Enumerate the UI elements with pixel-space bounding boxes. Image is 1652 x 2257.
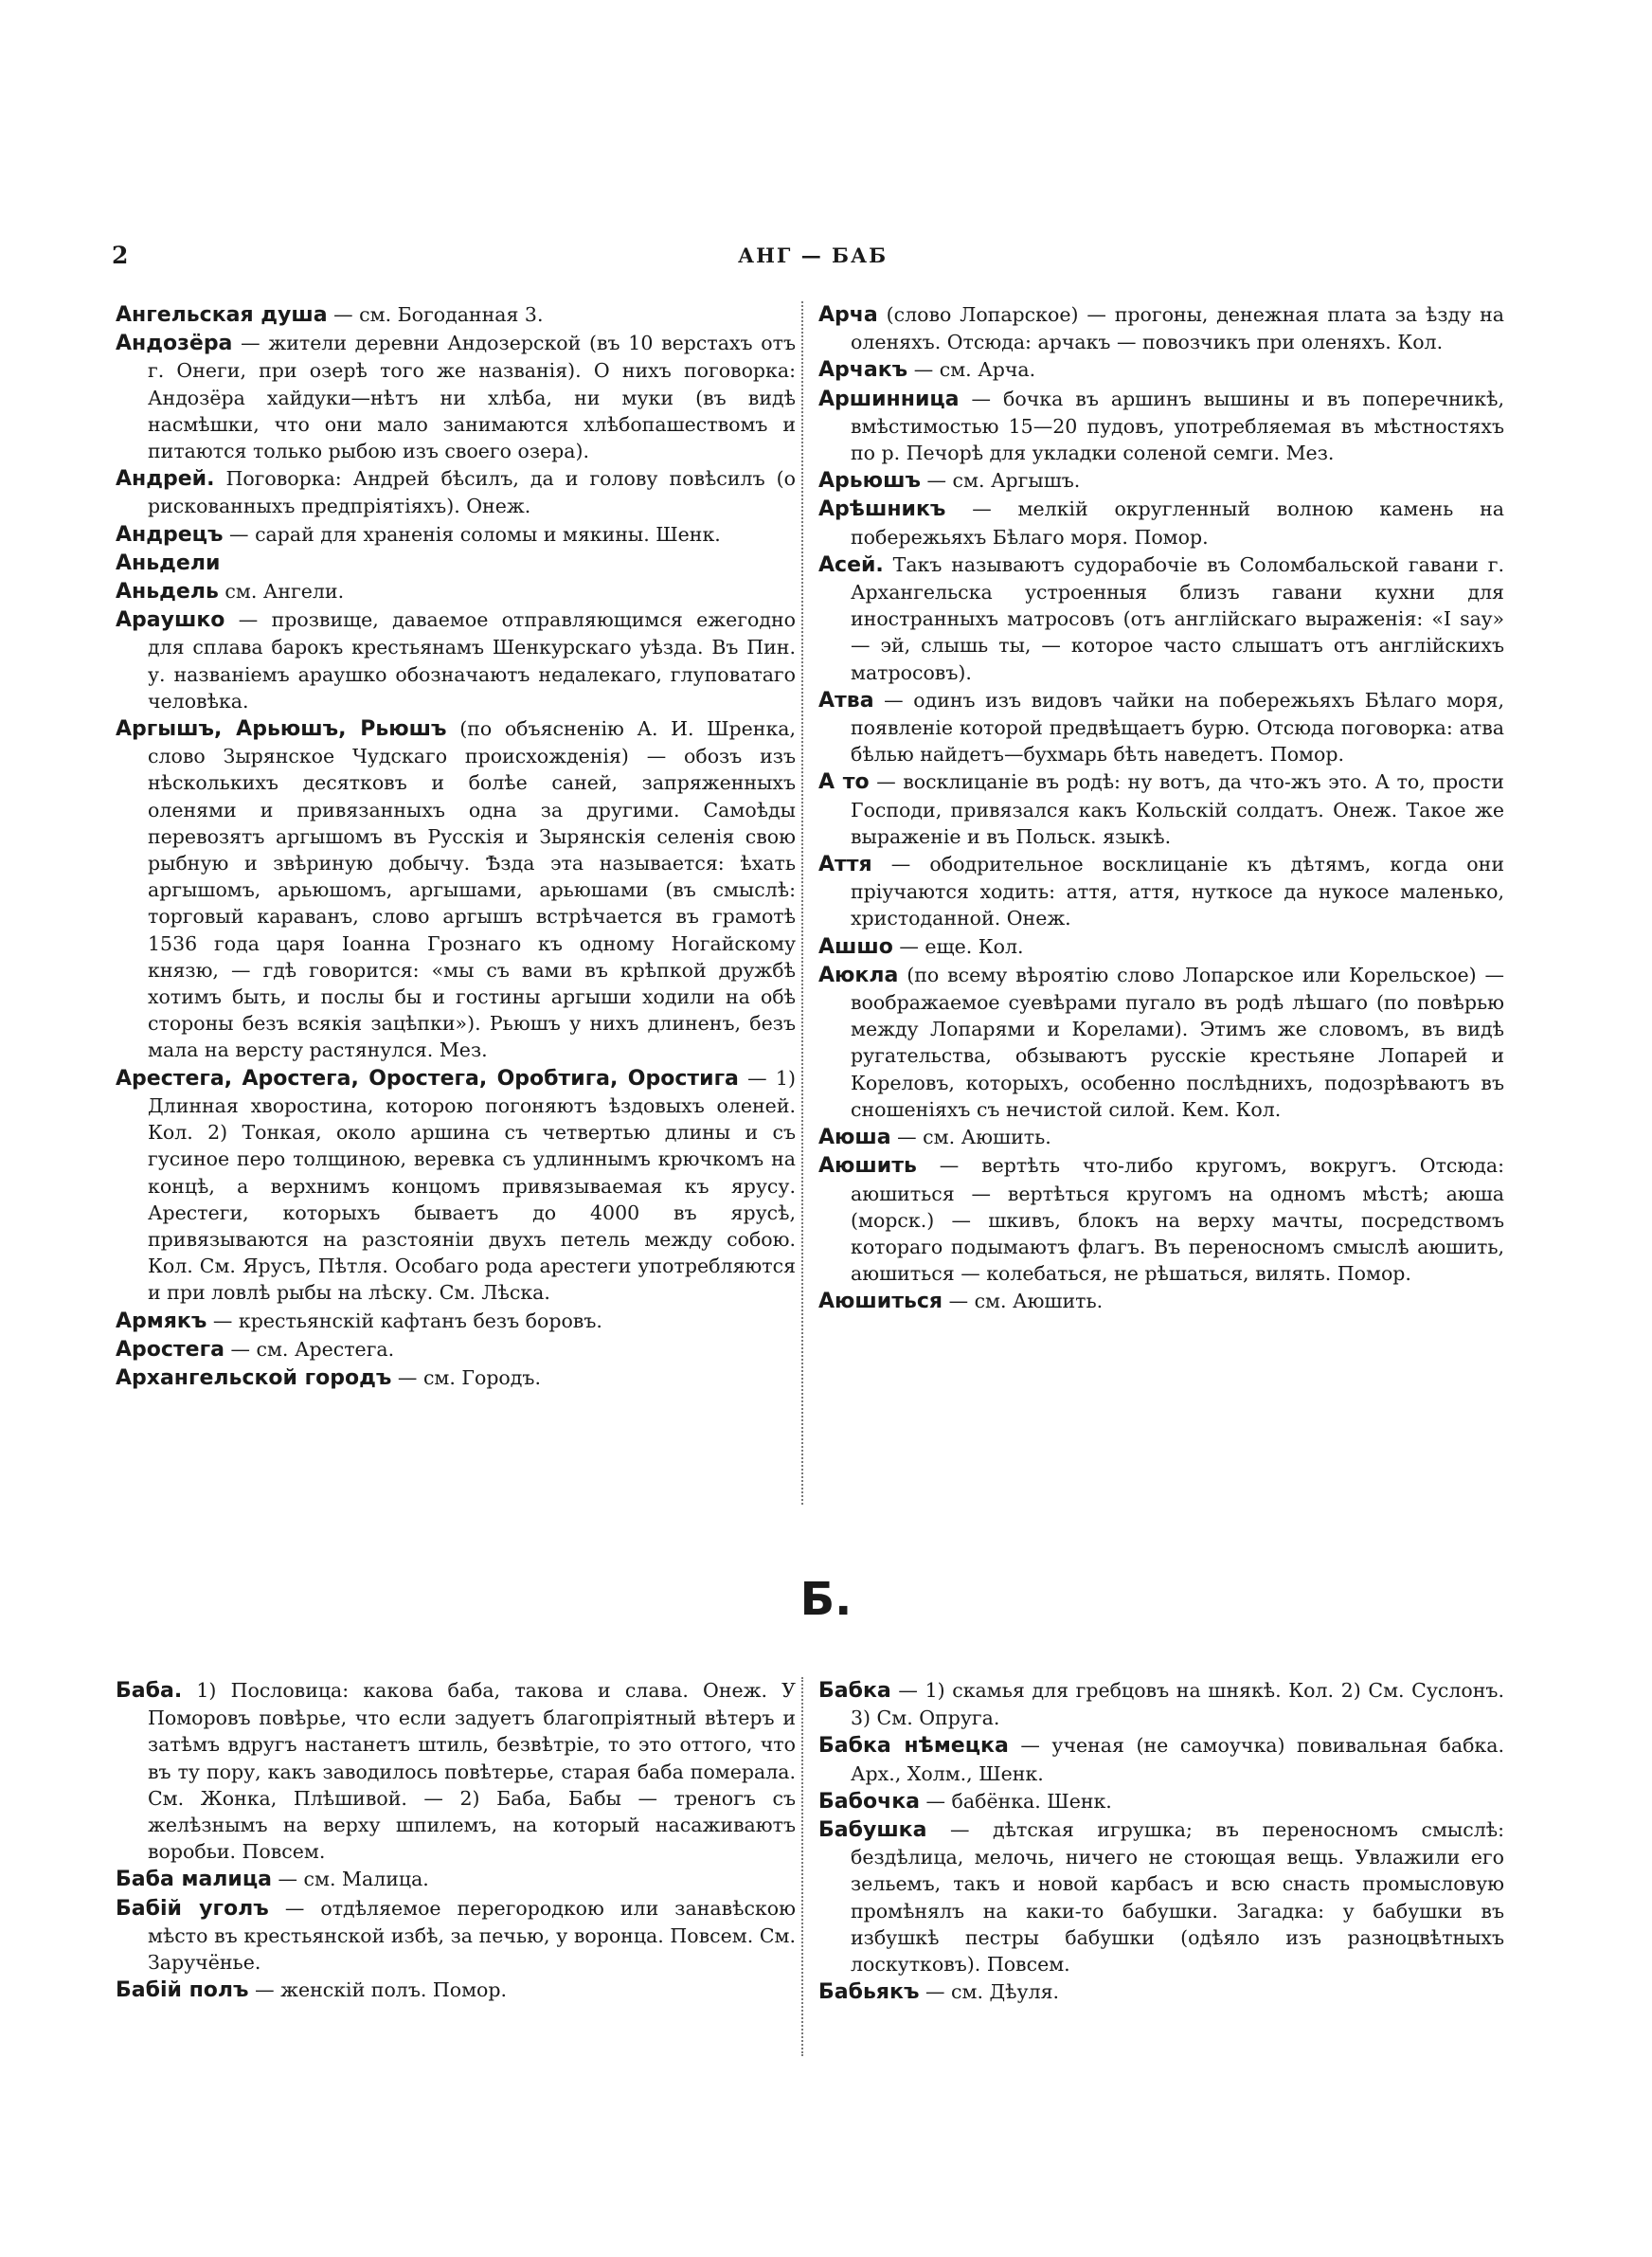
dictionary-entry bbox=[116, 301, 796, 329]
entry-definition: — см. Городъ. bbox=[397, 1365, 541, 1389]
entry-definition: — см. Аргышъ. bbox=[926, 469, 1081, 493]
dictionary-entry bbox=[818, 356, 1504, 384]
dictionary-entry bbox=[818, 496, 1504, 550]
entry-headword: Бабій полъ bbox=[116, 1978, 249, 2003]
dictionary-entry bbox=[818, 1288, 1504, 1315]
entry-definition: — еще. Кол. bbox=[899, 934, 1024, 958]
entry-definition: — прозвище, даваемое отправляющимся ежегодно для сплава барокъ крестьянамъ Шенкурскаго уѣзда. Въ Пин. у. названіемъ араушко обозначаютъ недалекаго, глуповатаго человѣка. bbox=[148, 608, 796, 713]
entry-definition: — бочка въ аршинъ вышины и въ поперечникѣ, вмѣстимостью 15—20 пудовъ, употребляемая въ мѣстностяхъ по р. Печорѣ для укладки соленой семги. Мез. bbox=[851, 387, 1504, 465]
entry-headword: Аюшиться bbox=[818, 1290, 943, 1314]
entry-definition: Такъ называютъ судорабочіе въ Соломбальской гавани г. Архангельска устроенныя близъ гавани кухни для иностранныхъ матросовъ (отъ англійскаго выраженія: «I say» — эй, слышь ты, — которое часто слышатъ отъ англійскихъ матросовъ). bbox=[851, 552, 1504, 684]
column-left-top bbox=[116, 301, 796, 1393]
entry-definition: — дѣтская игрушка; въ переносномъ смыслѣ: бездѣлица, мелочь, ничего не стоющая вещь. Увлажили его зельемъ, такъ и новой карбасъ и всю снасть промысловую промѣнялъ на каки-то бабушки. Загадка: у бабушки въ избушкѣ пестры бабушки (одѣяло изъ разноцвѣтныхъ лоскутковъ). Повсем. bbox=[851, 1818, 1504, 1977]
entry-definition: — вертѣть что-либо кругомъ, вокругъ. Отсюда: аюшиться — вертѣться кругомъ на одномъ мѣстѣ; аюша (морск.) — шкивъ, блокъ на верху мачты, посредствомъ котораго подымаютъ флагъ. Въ переносномъ смыслѣ аюшить, аюшиться — колебаться, не рѣшаться, вилять. Помор. bbox=[851, 1154, 1504, 1286]
dictionary-entry bbox=[116, 1677, 796, 1865]
entry-headword: Ангельская душа bbox=[116, 303, 328, 327]
entry-headword: Арьюшъ bbox=[818, 469, 921, 494]
page-header bbox=[112, 242, 1514, 276]
entry-definition: — см. Дѣуля. bbox=[925, 1980, 1060, 2004]
dictionary-entry bbox=[116, 1364, 796, 1392]
dictionary-entry bbox=[116, 1336, 796, 1363]
column-left-bottom bbox=[116, 1677, 796, 2005]
dictionary-entry bbox=[818, 551, 1504, 686]
entry-definition: — 1) скамья для гребцовъ на шнякѣ. Кол. 2) См. Суслонъ. 3) См. Опруга. bbox=[851, 1679, 1504, 1730]
entry-definition: — см. Малица. bbox=[278, 1868, 429, 1891]
dictionary-entry bbox=[116, 606, 796, 714]
entry-definition: (слово Лопарское) — прогоны, денежная плата за ѣзду на оленяхъ. Отсюда: арчакъ — повозчикъ при оленяхъ. Кол. bbox=[851, 303, 1504, 354]
dictionary-entry bbox=[818, 1677, 1504, 1731]
dictionary-entry bbox=[116, 1866, 796, 1893]
dictionary-entry bbox=[116, 1065, 796, 1307]
entry-definition: — см. Арча. bbox=[913, 358, 1036, 382]
entry-headword: Андозёра bbox=[116, 332, 233, 356]
entry-headword: Ашшо bbox=[818, 934, 893, 959]
dictionary-entry bbox=[818, 1124, 1504, 1151]
column-right-bottom bbox=[818, 1677, 1504, 2007]
entry-headword: Арѣшникъ bbox=[818, 497, 946, 522]
entry-definition: — восклицаніе въ родѣ: ну вотъ, да что-жъ это. А то, прости Господи, привязался какъ Кольскій солдатъ. Онеж. Такое же выраженіе и въ Польск. языкѣ. bbox=[851, 770, 1504, 848]
entry-definition: — см. Богоданная 3. bbox=[333, 303, 544, 326]
entry-headword: Арча bbox=[818, 303, 878, 327]
entry-headword: Арчакъ bbox=[818, 358, 908, 383]
entry-headword: Аршинница bbox=[818, 387, 960, 411]
entry-headword: А то bbox=[818, 770, 870, 795]
entry-definition: — 1) Длинная хворостина, которою погоняютъ ѣздовыхъ оленей. Кол. 2) Тонкая, около аршина съ четвертью длины и съ гусиное перо толщиною, веревка съ удлиннымъ крючкомъ на концѣ, а верхнимъ концомъ привязываемая къ ярусу. Арестеги, которыхъ бываетъ до 4000 въ ярусѣ, привязываются на разстояніи двухъ петель между собою. Кол. См. Ярусъ, Пѣтля. Особаго рода арестеги употребляются и при ловлѣ рыбы на лѣску. См. Лѣска. bbox=[148, 1066, 796, 1305]
entry-definition: — бабёнка. Шенк. bbox=[925, 1789, 1112, 1813]
dictionary-entry bbox=[818, 467, 1504, 495]
dictionary-entry bbox=[818, 1732, 1504, 1786]
entry-headword: Бабьякъ bbox=[818, 1980, 920, 2005]
entry-definition: (по всему вѣроятію слово Лопарское или Корельское) — воображаемое суевѣрами пугало въ родѣ лѣшаго (по повѣрью между Лопарями и Корелами). Этимъ же словомъ, въ видѣ ругательства, обзываютъ русскіе крестьяне Лопарей и Кореловъ, которыхъ, особенно послѣднихъ, подозрѣваютъ въ сношеніяхъ съ нечистой силой. Кем. Кол. bbox=[851, 963, 1504, 1121]
entry-headword: Араушко bbox=[116, 608, 225, 633]
dictionary-entry bbox=[116, 1977, 796, 2004]
section-letter: Б. bbox=[799, 1573, 853, 1626]
dictionary-entry bbox=[116, 1308, 796, 1335]
entry-headword: Бабка bbox=[818, 1679, 891, 1703]
dictionary-entry bbox=[818, 301, 1504, 355]
entry-definition: — мелкій округленный волною камень на побережьяхъ Бѣлаго моря. Помор. bbox=[851, 497, 1504, 549]
entry-headword: Асей. bbox=[818, 552, 884, 577]
entry-headword: Бабій уголъ bbox=[116, 1896, 269, 1921]
dictionary-entry bbox=[818, 687, 1504, 768]
entry-definition: — ободрительное восклицаніе къ дѣтямъ, когда они пріучаются ходить: аття, аття, нуткосе да нукосе маленько, христоданной. Онеж. bbox=[851, 853, 1504, 930]
entry-headword: Бабушка bbox=[818, 1818, 927, 1843]
column-divider-bottom bbox=[801, 1677, 804, 2056]
dictionary-entry bbox=[818, 933, 1504, 961]
entry-definition: — см. Арестега. bbox=[230, 1337, 395, 1361]
entry-headword: Аростега bbox=[116, 1337, 224, 1362]
dictionary-entry bbox=[818, 1978, 1504, 2006]
entry-definition: — см. Аюшить. bbox=[897, 1126, 1051, 1149]
dictionary-entry bbox=[818, 386, 1504, 467]
entry-definition: — сарай для храненія соломы и мякины. Шенк. bbox=[229, 522, 721, 546]
entry-headword: Аньдели bbox=[116, 551, 221, 575]
column-divider-top bbox=[801, 301, 804, 1505]
dictionary-entry bbox=[116, 1895, 796, 1977]
dictionary-entry bbox=[818, 851, 1504, 932]
entry-headword: Аньдель bbox=[116, 580, 219, 605]
entry-definition: — жители деревни Андозерской (въ 10 верстахъ отъ г. Онеги, при озерѣ того же названія). О нихъ поговорка: Андозёра хайдуки—нѣтъ ни хлѣба, ни муки (въ видѣ насмѣшки, что они мало занимаются хлѣбопашествомъ и питаются только рыбою изъ своего озера). bbox=[148, 332, 796, 463]
entry-headword: Бабка нѣмецка bbox=[818, 1734, 1009, 1759]
entry-headword: Андрей. bbox=[116, 467, 215, 492]
entry-definition: (по объясненію А. И. Шренка, слово Зырянское Чудскаго происхожденія) — обозъ изъ нѣсколькихъ десятковъ и болѣе саней, запряженныхъ оленями и привязанныхъ одна за другими. Самоѣды перевозятъ аргышомъ въ Русскія и Зырянскія селенія свою рыбную и звѣриную добычу. Ѣзда эта называется: ѣхать аргышомъ, арьюшомъ, аргышами, арьюшами (въ смыслѣ: торговый караванъ, слово аргышъ встрѣчается въ грамотѣ 1536 года царя Іоанна Грознаго къ одному Ногайскому князю, — гдѣ говорится: «мы съ вами въ крѣпкой дружбѣ хотимъ быть, и послы бы и гостины аргыши ходили на обѣ стороны безъ всякія зацѣпки»). Рьюшъ у нихъ длиненъ, безъ мала на версту растянулся. Мез. bbox=[148, 717, 796, 1062]
entry-definition: — женскій полъ. Помор. bbox=[255, 1978, 508, 2002]
dictionary-entry bbox=[818, 962, 1504, 1123]
entry-definition: — отдѣляемое перегородкою или занавѣскою мѣсто въ крестьянской избѣ, за печью, у воронца. Повсем. См. Заручёнье. bbox=[148, 1896, 796, 1975]
entry-definition: см. Ангели. bbox=[224, 580, 345, 604]
dictionary-entry bbox=[818, 1152, 1504, 1287]
entry-headword: Аюкла bbox=[818, 963, 899, 987]
dictionary-entry bbox=[116, 578, 796, 605]
dictionary-entry bbox=[116, 330, 796, 464]
dictionary-entry bbox=[818, 1788, 1504, 1815]
dictionary-entry bbox=[116, 550, 796, 577]
dictionary-entry bbox=[116, 521, 796, 549]
entry-definition: — ученая (не самоучка) повивальная бабка. Арх., Холм., Шенк. bbox=[851, 1734, 1504, 1785]
entry-headword: Андрецъ bbox=[116, 522, 224, 547]
column-right-top bbox=[818, 301, 1504, 1317]
entry-definition: 1) Пословица: какова баба, такова и слава. Онеж. У Поморовъ повѣрье, что если задуетъ благопріятный вѣтеръ и затѣмъ вдругъ настанетъ штиль, безвѣтріе, то это оттого, что въ ту пору, какъ заводилось повѣтерье, старая баба померала. См. Жонка, Плѣшивой. — 2) Баба, Бабы — треногъ съ желѣзнымъ на верху шпилемъ, на который насаживаютъ воробьи. Повсем. bbox=[148, 1679, 796, 1864]
entry-definition: — одинъ изъ видовъ чайки на побережьяхъ Бѣлаго моря, появленіе которой предвѣщаетъ бурю. Отсюда поговорка: атва бѣлью найдетъ—бухмарь бѣть наведетъ. Помор. bbox=[851, 688, 1504, 767]
entry-headword: Баба малица bbox=[116, 1868, 272, 1892]
entry-headword: Бабочка bbox=[818, 1789, 920, 1814]
entry-headword: Атва bbox=[818, 688, 874, 713]
running-head: АНГ — БАБ bbox=[737, 244, 889, 267]
entry-headword: Армякъ bbox=[116, 1309, 207, 1333]
entry-definition: Поговорка: Андрей бѣсилъ, да и голову повѣсилъ (о рискованныхъ предпріятіяхъ). Онеж. bbox=[148, 467, 796, 518]
entry-headword: Аргышъ, Арьюшъ, Рьюшъ bbox=[116, 717, 447, 742]
entry-definition: — см. Аюшить. bbox=[948, 1290, 1104, 1313]
entry-headword: Аюша bbox=[818, 1126, 891, 1150]
entry-definition: — крестьянскій кафтанъ безъ боровъ. bbox=[212, 1309, 602, 1332]
entry-headword: Аття bbox=[818, 853, 872, 877]
dictionary-entry bbox=[116, 465, 796, 519]
page-number: 2 bbox=[112, 242, 129, 269]
entry-headword: Аюшить bbox=[818, 1154, 917, 1179]
dictionary-entry bbox=[116, 715, 796, 1064]
dictionary-entry bbox=[818, 1816, 1504, 1977]
entry-headword: Архангельской городъ bbox=[116, 1365, 392, 1390]
entry-headword: Баба. bbox=[116, 1679, 183, 1703]
dictionary-entry bbox=[818, 768, 1504, 850]
entry-headword: Арестега, Аростега, Оростега, Оробтига, Оростига bbox=[116, 1066, 739, 1091]
